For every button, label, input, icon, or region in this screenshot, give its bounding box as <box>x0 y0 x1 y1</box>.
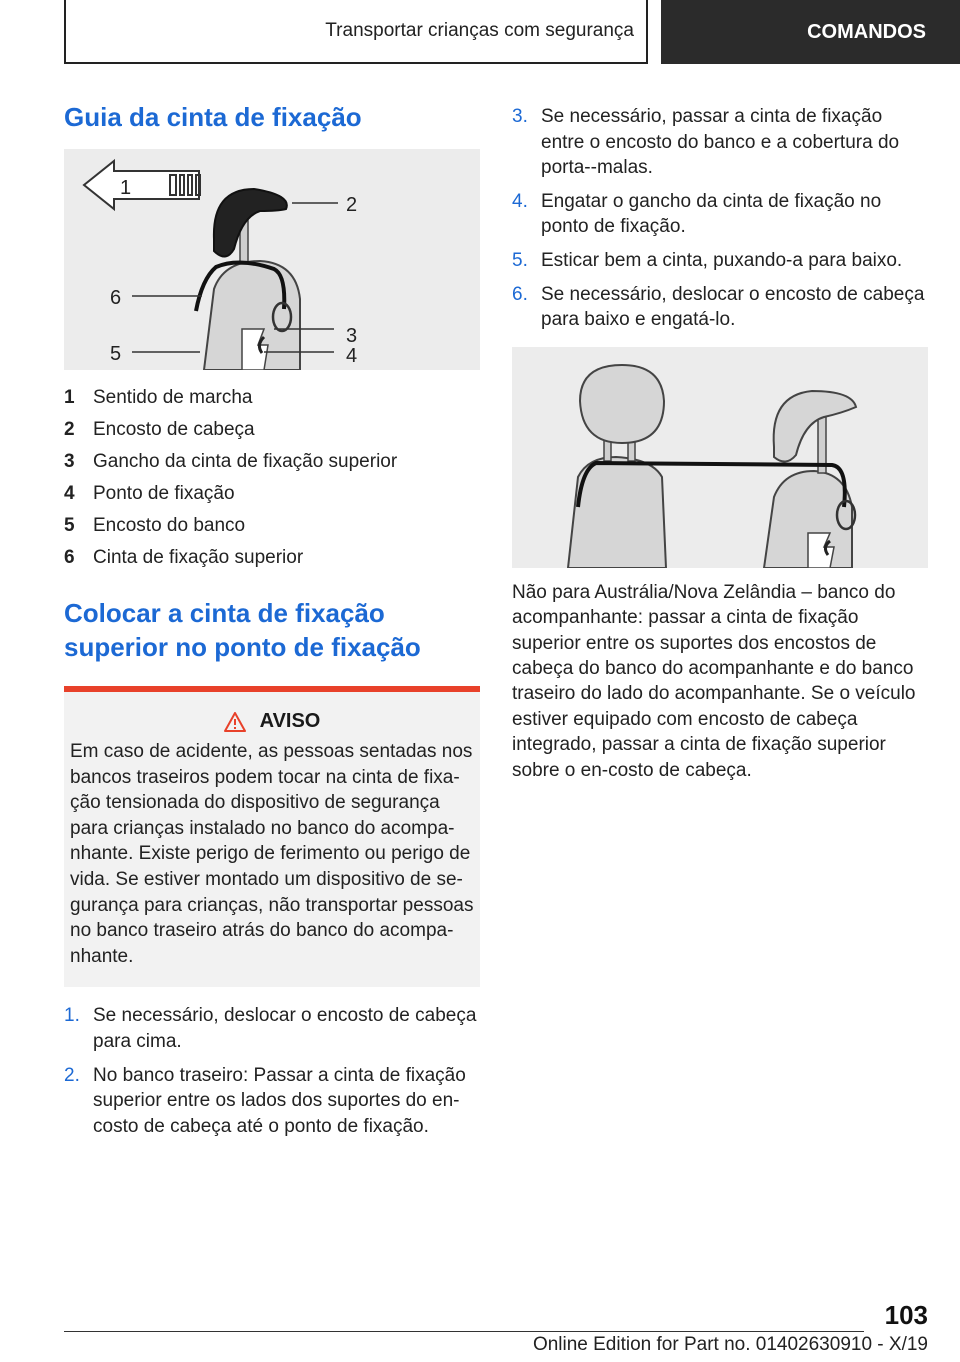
section-heading-guide: Guia da cinta de fixação <box>64 102 362 132</box>
step-item <box>512 189 928 240</box>
heading-line-1: Colocar a cinta de fixação <box>64 598 385 628</box>
step-text: Se necessário, passar a cinta de fixação entre o encosto do banco e a cobertura do porta--malas. <box>541 106 900 179</box>
step-number: 6. <box>512 283 528 305</box>
page-number: 103 <box>884 1300 928 1330</box>
legend-item <box>64 446 480 478</box>
right-column <box>512 104 928 783</box>
warning-box <box>64 692 480 987</box>
legend-text: Sentido de marcha <box>93 387 253 408</box>
step-text: No banco traseiro: Passar a cinta de fixação superior entre os lados dos suportes do en-costo de cabeça até o ponto de fixação. <box>93 1064 466 1137</box>
diagram-label-4: 4 <box>346 345 358 367</box>
warning-label: AVISO <box>259 710 321 732</box>
step-item <box>512 282 928 333</box>
legend-item <box>64 382 480 414</box>
section-tab <box>661 0 960 64</box>
legend-number: 2 <box>64 419 75 440</box>
legend-number: 1 <box>64 387 75 408</box>
diagram-label-3: 3 <box>346 325 358 347</box>
chapter-title: Transportar crianças com segurança <box>325 20 634 41</box>
step-item <box>512 248 928 274</box>
diagram-label-1: 1 <box>120 177 132 199</box>
diagram-tether-passenger <box>512 347 928 568</box>
diagram-label-6: 6 <box>110 287 122 309</box>
step-text: Se necessário, deslocar o encosto de cabeça para baixo e engatá-lo. <box>541 283 925 331</box>
heading-line-2: superior no ponto de fixação <box>64 632 421 662</box>
step-number: 3. <box>512 106 528 127</box>
legend-number: 6 <box>64 547 75 568</box>
legend-text: Ponto de fixação <box>93 483 235 504</box>
step-number: 4. <box>512 190 528 212</box>
legend-text: Cinta de fixação superior <box>93 547 304 568</box>
step-text: Esticar bem a cinta, puxando-a para baixo. <box>541 249 903 271</box>
step-number: 5. <box>512 249 528 271</box>
legend-number: 5 <box>64 515 75 536</box>
footer-divider <box>64 1331 864 1332</box>
figure-legend <box>64 382 480 574</box>
legend-number: 4 <box>64 483 75 504</box>
chapter-header <box>64 0 648 64</box>
warning-title <box>70 710 474 733</box>
step-number: 1. <box>64 1005 80 1027</box>
legend-item <box>64 478 480 510</box>
legend-text: Encosto do banco <box>93 515 246 536</box>
legend-number: 3 <box>64 451 75 472</box>
legend-item <box>64 542 480 574</box>
steps-list-left <box>64 1003 480 1139</box>
warning-triangle-icon <box>224 712 246 732</box>
warning-text: Em caso de acidente, as pessoas sentadas nos bancos traseiros podem tocar na cinta de fixa-ção tensionada do dispositivo de segurança para crianças instalado no banco do acompa-nhante. Existe perigo de ferimento ou perigo de vida. Se estiver montado um dispositivo de se-gurança para crianças, não transportar pessoas no banco traseiro atrás do banco do acompa-nhante. <box>70 741 474 967</box>
legend-text: Encosto de cabeça <box>93 419 255 440</box>
diagram-tether-guide-svg <box>64 149 480 370</box>
step-number: 2. <box>64 1064 80 1086</box>
legend-item <box>64 414 480 446</box>
diagram-label-2: 2 <box>346 194 358 216</box>
legend-text: Gancho da cinta de fixação superior <box>93 451 398 472</box>
step-text: Engatar o gancho da cinta de fixação no ponto de fixação. <box>541 190 882 238</box>
legend-item <box>64 510 480 542</box>
diagram-tether-passenger-svg <box>512 347 928 568</box>
passenger-note: Não para Austrália/Nova Zelândia – banco do acompanhante: passar a cinta de fixação superior entre os suportes dos encostos de cabeça do banco do acompanhante e do banco traseiro do lado do acompanhante. Se o veículo estiver equipado com encosto de cabeça integrado, passar a cinta de fixação superior sobre o en-costo de cabeça. <box>512 581 916 781</box>
diagram-label-5: 5 <box>110 343 122 365</box>
step-item <box>64 1063 480 1140</box>
step-item <box>512 104 928 181</box>
footer-edition: Online Edition for Part no. 01402630910 - X/19 <box>532 1334 928 1355</box>
left-column <box>64 100 480 1147</box>
section-title: COMANDOS <box>807 20 926 43</box>
diagram-tether-guide <box>64 149 480 370</box>
step-item <box>64 1003 480 1054</box>
section-heading-attach <box>64 596 480 664</box>
step-text: Se necessário, deslocar o encosto de cabeça para cima. <box>93 1005 477 1052</box>
steps-list-right <box>512 104 928 333</box>
